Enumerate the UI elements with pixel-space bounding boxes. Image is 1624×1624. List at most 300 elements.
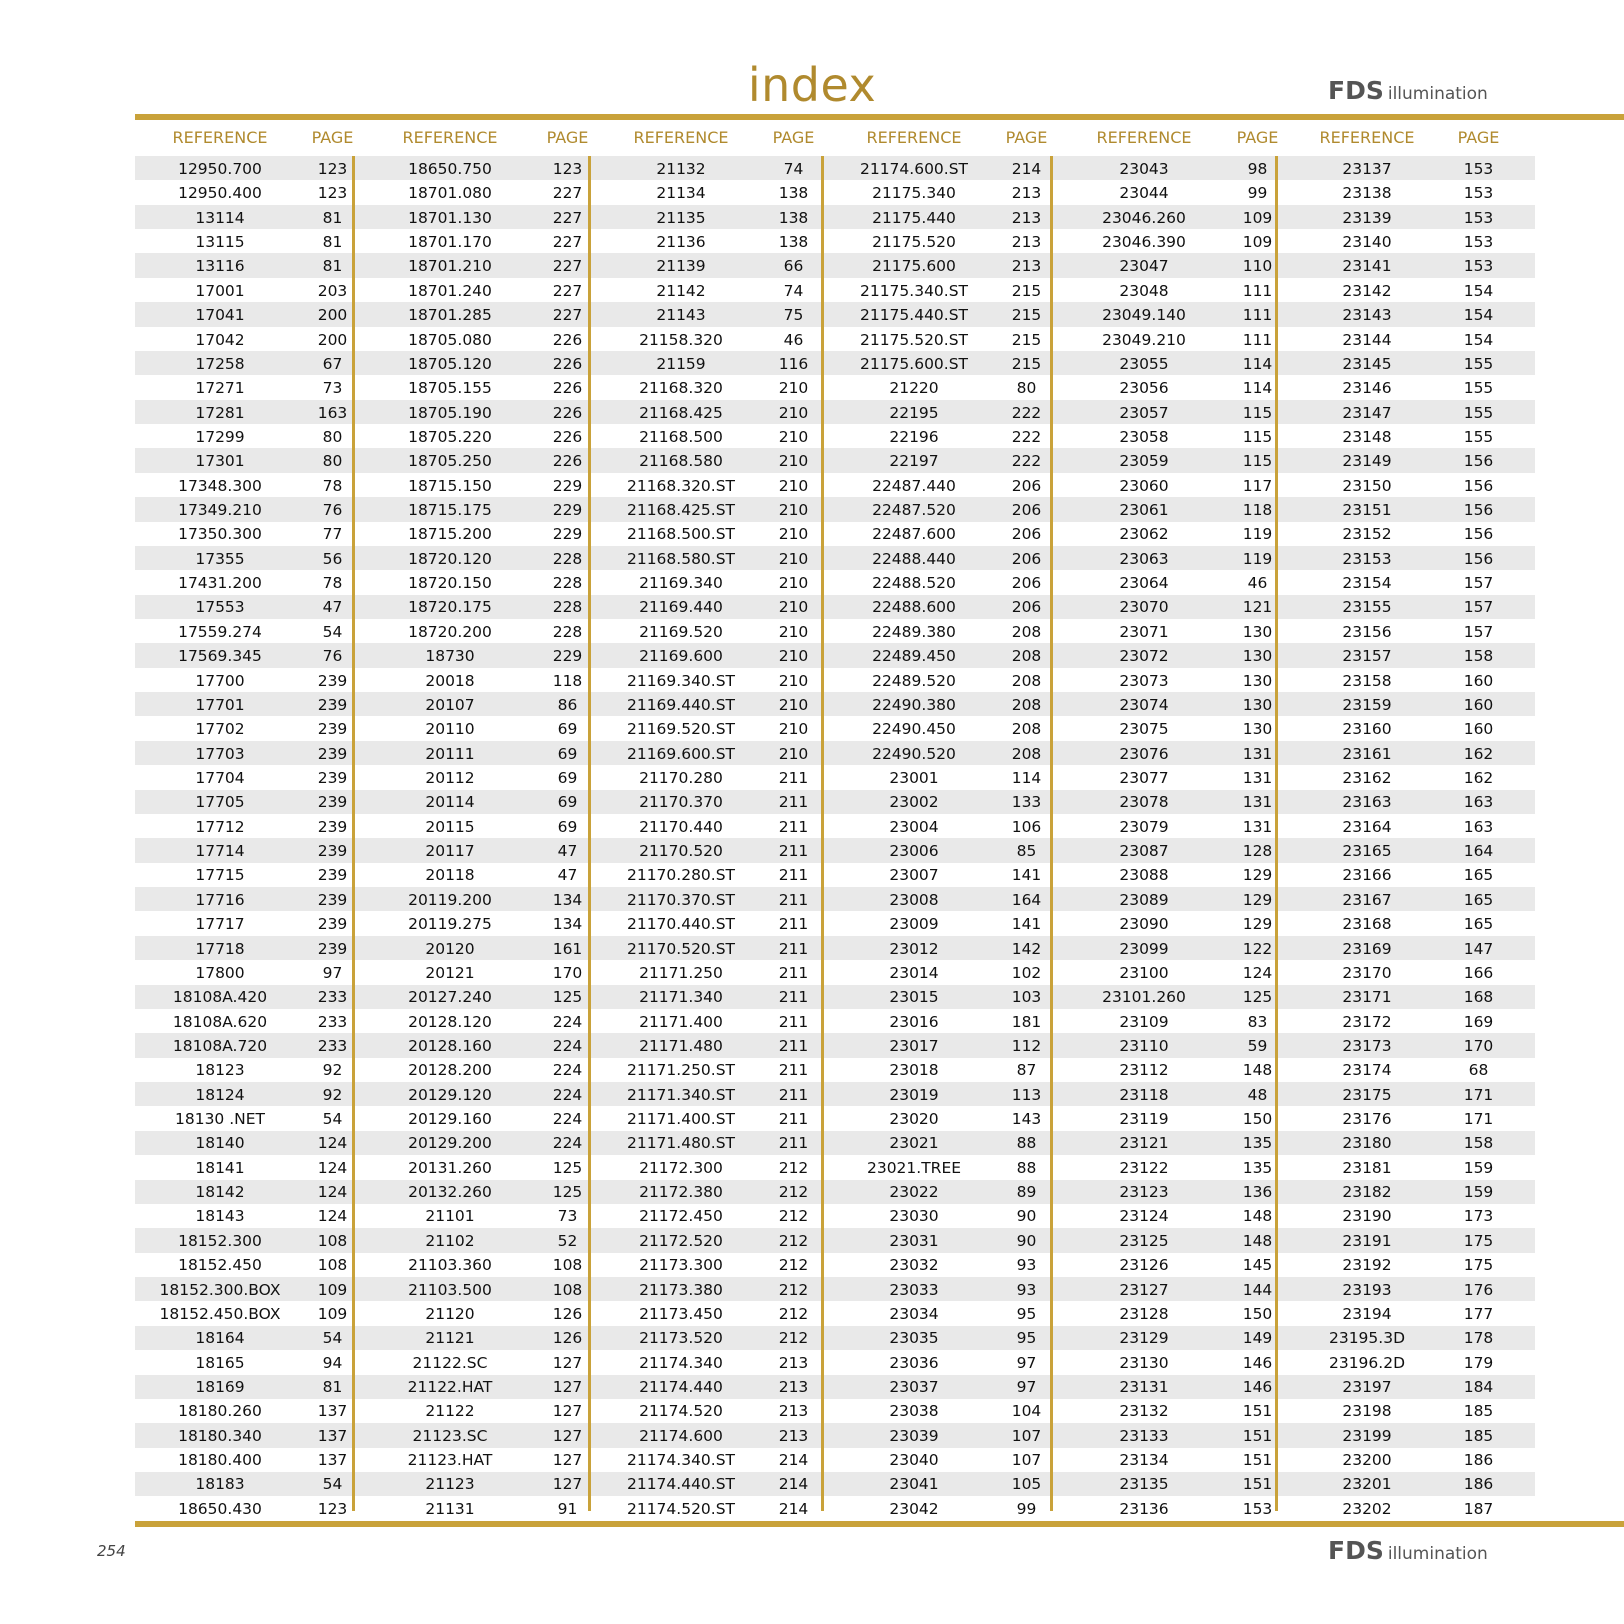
page-cell: 54 [322, 622, 343, 641]
table-row [829, 1131, 1054, 1155]
reference-cell: 23046.390 [1102, 233, 1186, 252]
table-row [1058, 863, 1285, 887]
table-row [829, 1448, 1054, 1472]
page-cell: 150 [1242, 1110, 1273, 1129]
reference-cell: 21170.520.ST [626, 939, 736, 958]
reference-cell: 23014 [889, 963, 939, 982]
reference-cell: 23004 [889, 817, 939, 836]
table-row [596, 1131, 821, 1155]
page-cell: 122 [1242, 939, 1273, 958]
page-cell: 127 [552, 1451, 583, 1470]
page-cell: 86 [557, 695, 578, 714]
page-cell: 73 [322, 379, 343, 398]
page-cell: 130 [1242, 647, 1273, 666]
page-cell: 118 [552, 671, 583, 690]
table-row [360, 790, 595, 814]
reference-cell: 23181 [1342, 1158, 1392, 1177]
table-row [1283, 937, 1506, 961]
reference-cell: 21171.480 [639, 1036, 723, 1055]
reference-cell: 23133 [1119, 1426, 1169, 1445]
reference-cell: 21169.520.ST [626, 720, 736, 739]
reference-header: REFERENCE [1096, 128, 1192, 147]
table-row [1058, 376, 1285, 400]
page-cell: 206 [1011, 598, 1042, 617]
page-cell: 163 [1463, 817, 1494, 836]
reference-cell: 23064 [1119, 574, 1169, 593]
reference-cell: 23019 [889, 1085, 939, 1104]
table-row [1283, 888, 1506, 912]
reference-cell: 21122 [425, 1402, 475, 1421]
table-row [829, 376, 1054, 400]
reference-cell: 13116 [195, 257, 245, 276]
reference-cell: 18720.200 [408, 622, 492, 641]
table-row [1283, 547, 1506, 571]
reference-cell: 23169 [1342, 939, 1392, 958]
page-cell: 158 [1463, 647, 1494, 666]
reference-cell: 18701.210 [408, 257, 492, 276]
reference-cell: 18705.250 [408, 452, 492, 471]
reference-cell: 23191 [1342, 1231, 1392, 1250]
reference-cell: 21158.320 [639, 330, 723, 349]
reference-cell: 18730 [425, 647, 475, 666]
table-row [829, 328, 1054, 352]
page-cell: 97 [1016, 1377, 1037, 1396]
reference-cell: 23174 [1342, 1061, 1392, 1080]
table-row [596, 1204, 821, 1228]
table-row [1058, 425, 1285, 449]
page-cell: 127 [552, 1353, 583, 1372]
table-row [360, 254, 595, 278]
page-cell: 128 [1242, 842, 1273, 861]
reference-cell: 21171.400.ST [626, 1110, 736, 1129]
page-cell: 109 [1242, 233, 1273, 252]
page-cell: 210 [778, 622, 809, 641]
table-row [596, 1083, 821, 1107]
page-cell: 141 [1011, 866, 1042, 885]
reference-cell: 21171.340 [639, 988, 723, 1007]
page-cell: 115 [1242, 427, 1273, 446]
column-divider [1275, 156, 1278, 1511]
page-cell: 81 [322, 233, 343, 252]
reference-cell: 23193 [1342, 1280, 1392, 1299]
reference-cell: 18124 [195, 1085, 245, 1104]
page-title: index [747, 58, 877, 112]
page-cell: 211 [778, 817, 809, 836]
table-row [360, 669, 595, 693]
table-row [1283, 1156, 1506, 1180]
page-cell: 239 [317, 793, 348, 812]
table-row [829, 279, 1054, 303]
page-cell: 108 [552, 1280, 583, 1299]
reference-cell: 17258 [195, 354, 245, 373]
table-row [135, 1156, 360, 1180]
table-row [596, 790, 821, 814]
table-row [1058, 669, 1285, 693]
table-row [1058, 961, 1285, 985]
reference-cell: 23049.140 [1102, 306, 1186, 325]
table-row [1283, 1375, 1506, 1399]
page-cell: 212 [778, 1207, 809, 1226]
reference-cell: 21172.450 [639, 1207, 723, 1226]
reference-cell: 22195 [889, 403, 939, 422]
reference-cell: 23150 [1342, 476, 1392, 495]
reference-cell: 18701.240 [408, 281, 492, 300]
page-cell: 165 [1463, 866, 1494, 885]
table-row [1283, 1180, 1506, 1204]
table-row [1283, 303, 1506, 327]
table-row [829, 1156, 1054, 1180]
page-cell: 155 [1463, 427, 1494, 446]
page-cell: 228 [552, 549, 583, 568]
table-row [360, 766, 595, 790]
reference-cell: 23162 [1342, 768, 1392, 787]
reference-cell: 21132 [656, 160, 706, 178]
reference-cell: 21173.520 [639, 1329, 723, 1348]
page-cell: 153 [1463, 208, 1494, 227]
reference-cell: 21175.600 [872, 257, 956, 276]
table-row [829, 1010, 1054, 1034]
page-cell: 80 [322, 452, 343, 471]
reference-cell: 23036 [889, 1353, 939, 1372]
reference-cell: 23157 [1342, 647, 1392, 666]
reference-cell: 21172.300 [639, 1158, 723, 1177]
page-cell: 89 [1016, 1183, 1037, 1202]
reference-cell: 21175.340.ST [859, 281, 969, 300]
table-row [1058, 1083, 1285, 1107]
reference-cell: 18141 [195, 1158, 245, 1177]
index-column-5 [1058, 128, 1285, 1516]
table-row [135, 669, 360, 693]
page-cell: 73 [557, 1207, 578, 1226]
page-cell: 138 [778, 233, 809, 252]
page-header: PAGE [1005, 128, 1048, 147]
page-cell: 95 [1016, 1329, 1037, 1348]
table-row [596, 352, 821, 376]
column-body [1283, 157, 1506, 1521]
page-cell: 134 [552, 915, 583, 934]
reference-cell: 23044 [1119, 184, 1169, 203]
table-row [829, 352, 1054, 376]
reference-cell: 20132.260 [408, 1183, 492, 1202]
page-cell: 227 [552, 233, 583, 252]
page-cell: 110 [1242, 257, 1273, 276]
table-row [135, 937, 360, 961]
table-row [1058, 644, 1285, 668]
table-row [1283, 815, 1506, 839]
page-cell: 138 [778, 184, 809, 203]
reference-cell: 23140 [1342, 233, 1392, 252]
page-cell: 69 [557, 744, 578, 763]
page-cell: 144 [1242, 1280, 1273, 1299]
reference-cell: 21102 [425, 1231, 475, 1250]
reference-cell: 21170.520 [639, 842, 723, 861]
reference-cell: 23109 [1119, 1012, 1169, 1031]
table-row [829, 790, 1054, 814]
page-cell: 206 [1011, 525, 1042, 544]
table-row [596, 474, 821, 498]
table-row [1283, 693, 1506, 717]
reference-cell: 18705.190 [408, 403, 492, 422]
column-header [1058, 128, 1285, 154]
table-row [596, 1351, 821, 1375]
table-row [1058, 693, 1285, 717]
reference-cell: 23078 [1119, 793, 1169, 812]
table-row [1283, 522, 1506, 546]
reference-cell: 17559.274 [178, 622, 262, 641]
page-cell: 104 [1011, 1402, 1042, 1421]
page-cell: 134 [552, 890, 583, 909]
page-cell: 186 [1463, 1475, 1494, 1494]
page-cell: 211 [778, 963, 809, 982]
page-cell: 208 [1011, 695, 1042, 714]
page-cell: 215 [1011, 330, 1042, 349]
table-row [1283, 206, 1506, 230]
reference-cell: 17348.300 [178, 476, 262, 495]
page-cell: 106 [1011, 817, 1042, 836]
page-cell: 99 [1247, 184, 1268, 203]
reference-cell: 23141 [1342, 257, 1392, 276]
reference-cell: 23040 [889, 1451, 939, 1470]
reference-cell: 17431.200 [178, 574, 262, 593]
table-row [596, 279, 821, 303]
table-row [596, 863, 821, 887]
page-cell: 111 [1242, 281, 1273, 300]
table-row [1058, 303, 1285, 327]
reference-cell: 23070 [1119, 598, 1169, 617]
reference-cell: 18701.285 [408, 306, 492, 325]
page-cell: 109 [317, 1304, 348, 1323]
reference-cell: 23031 [889, 1231, 939, 1250]
reference-cell: 23124 [1119, 1207, 1169, 1226]
table-row [135, 1302, 360, 1326]
page-cell: 135 [1242, 1158, 1273, 1177]
table-row [1058, 1326, 1285, 1350]
reference-cell: 21174.340.ST [626, 1451, 736, 1470]
table-row [1283, 376, 1506, 400]
table-row [360, 1034, 595, 1058]
page-cell: 168 [1463, 988, 1494, 1007]
table-row [829, 1278, 1054, 1302]
reference-cell: 23155 [1342, 598, 1392, 617]
page-cell: 222 [1011, 403, 1042, 422]
page-cell: 162 [1463, 768, 1494, 787]
column-body [135, 157, 360, 1521]
table-row [135, 1083, 360, 1107]
page-cell: 161 [552, 939, 583, 958]
reference-cell: 23122 [1119, 1158, 1169, 1177]
page-cell: 184 [1463, 1377, 1494, 1396]
table-row [1283, 620, 1506, 644]
table-row [1283, 742, 1506, 766]
table-row [135, 498, 360, 522]
table-row [829, 961, 1054, 985]
reference-cell: 22490.520 [872, 744, 956, 763]
table-row [596, 888, 821, 912]
column-body [596, 157, 821, 1521]
table-row [1058, 1107, 1285, 1131]
reference-cell: 23021 [889, 1134, 939, 1153]
table-row [1283, 961, 1506, 985]
reference-cell: 23142 [1342, 281, 1392, 300]
table-row [596, 376, 821, 400]
table-row [1058, 620, 1285, 644]
reference-cell: 23154 [1342, 574, 1392, 593]
table-row [360, 328, 595, 352]
brand-name: FDS [1328, 1536, 1384, 1565]
reference-cell: 23016 [889, 1012, 939, 1031]
table-row [360, 1204, 595, 1228]
table-row [135, 888, 360, 912]
table-row [829, 230, 1054, 254]
page-cell: 125 [552, 988, 583, 1007]
table-row [1283, 474, 1506, 498]
page-cell: 212 [778, 1304, 809, 1323]
table-row [360, 1180, 595, 1204]
reference-cell: 18180.340 [178, 1426, 262, 1445]
table-row [596, 206, 821, 230]
page-cell: 239 [317, 866, 348, 885]
reference-cell: 18705.080 [408, 330, 492, 349]
table-row [1058, 742, 1285, 766]
reference-cell: 21174.600 [639, 1426, 723, 1445]
table-row [829, 863, 1054, 887]
reference-cell: 23037 [889, 1377, 939, 1396]
page-cell: 108 [552, 1256, 583, 1275]
table-row [596, 230, 821, 254]
reference-cell: 23171 [1342, 988, 1392, 1007]
table-row [829, 644, 1054, 668]
page-cell: 111 [1242, 306, 1273, 325]
reference-cell: 23165 [1342, 842, 1392, 861]
table-row [596, 669, 821, 693]
table-row [829, 571, 1054, 595]
table-row [135, 985, 360, 1009]
reference-cell: 18123 [195, 1061, 245, 1080]
column-body [829, 157, 1054, 1521]
page-cell: 212 [778, 1280, 809, 1299]
table-row [135, 766, 360, 790]
reference-cell: 18140 [195, 1134, 245, 1153]
column-divider [352, 156, 355, 1511]
reference-cell: 23073 [1119, 671, 1169, 690]
reference-cell: 20114 [425, 793, 475, 812]
page-cell: 137 [317, 1402, 348, 1421]
table-row [135, 352, 360, 376]
bottom-rule [135, 1521, 1624, 1527]
reference-cell: 23063 [1119, 549, 1169, 568]
page-cell: 178 [1463, 1329, 1494, 1348]
page-cell: 115 [1242, 452, 1273, 471]
page-cell: 160 [1463, 671, 1494, 690]
reference-cell: 20121 [425, 963, 475, 982]
page-cell: 154 [1463, 330, 1494, 349]
reference-header: REFERENCE [402, 128, 498, 147]
table-row [135, 644, 360, 668]
reference-cell: 23180 [1342, 1134, 1392, 1153]
page-cell: 135 [1242, 1134, 1273, 1153]
page-cell: 54 [322, 1110, 343, 1129]
reference-cell: 17042 [195, 330, 245, 349]
column-header [829, 128, 1054, 154]
reference-cell: 23071 [1119, 622, 1169, 641]
page-cell: 157 [1463, 574, 1494, 593]
reference-cell: 18715.150 [408, 476, 492, 495]
table-row [829, 449, 1054, 473]
page-cell: 166 [1463, 963, 1494, 982]
reference-cell: 21172.380 [639, 1183, 723, 1202]
page-cell: 208 [1011, 671, 1042, 690]
reference-cell: 22487.600 [872, 525, 956, 544]
reference-cell: 21168.580 [639, 452, 723, 471]
column-divider [588, 156, 591, 1511]
reference-cell: 21170.280 [639, 768, 723, 787]
reference-cell: 23130 [1119, 1353, 1169, 1372]
reference-cell: 21174.600.ST [859, 160, 969, 178]
table-row [596, 912, 821, 936]
table-row [1058, 595, 1285, 619]
page-cell: 181 [1011, 1012, 1042, 1031]
table-row [829, 474, 1054, 498]
page-cell: 227 [552, 306, 583, 325]
reference-cell: 23076 [1119, 744, 1169, 763]
reference-cell: 18705.220 [408, 427, 492, 446]
table-row [360, 1399, 595, 1423]
reference-cell: 23030 [889, 1207, 939, 1226]
reference-cell: 23007 [889, 866, 939, 885]
reference-cell: 17569.345 [178, 647, 262, 666]
page-cell: 137 [317, 1451, 348, 1470]
reference-cell: 18169 [195, 1377, 245, 1396]
page-cell: 130 [1242, 622, 1273, 641]
reference-cell: 21168.320.ST [626, 476, 736, 495]
reference-cell: 22488.520 [872, 574, 956, 593]
page-cell: 214 [778, 1475, 809, 1494]
page-cell: 127 [552, 1475, 583, 1494]
page-cell: 111 [1242, 330, 1273, 349]
table-row [596, 742, 821, 766]
brand-name: FDS [1328, 76, 1384, 105]
reference-cell: 21175.440 [872, 208, 956, 227]
reference-cell: 18142 [195, 1183, 245, 1202]
page-cell: 233 [317, 988, 348, 1007]
table-row [135, 1010, 360, 1034]
page-cell: 119 [1242, 549, 1273, 568]
reference-cell: 18720.175 [408, 598, 492, 617]
page-cell: 229 [552, 647, 583, 666]
reference-cell: 21175.440.ST [859, 306, 969, 325]
column-header [135, 128, 360, 154]
reference-cell: 21101 [425, 1207, 475, 1226]
page-cell: 47 [322, 598, 343, 617]
page-cell: 88 [1016, 1158, 1037, 1177]
table-row [360, 376, 595, 400]
table-row [360, 571, 595, 595]
table-row [829, 1424, 1054, 1448]
page-cell: 208 [1011, 720, 1042, 739]
page-cell: 148 [1242, 1207, 1273, 1226]
page-cell: 129 [1242, 866, 1273, 885]
page-cell: 95 [1016, 1304, 1037, 1323]
index-table [135, 128, 1535, 1516]
table-row [1058, 1204, 1285, 1228]
reference-cell: 18705.120 [408, 354, 492, 373]
table-row [829, 1229, 1054, 1253]
table-row [1283, 1424, 1506, 1448]
page-cell: 74 [783, 160, 804, 178]
page-cell: 108 [317, 1256, 348, 1275]
reference-header: REFERENCE [633, 128, 729, 147]
page-cell: 114 [1242, 379, 1273, 398]
